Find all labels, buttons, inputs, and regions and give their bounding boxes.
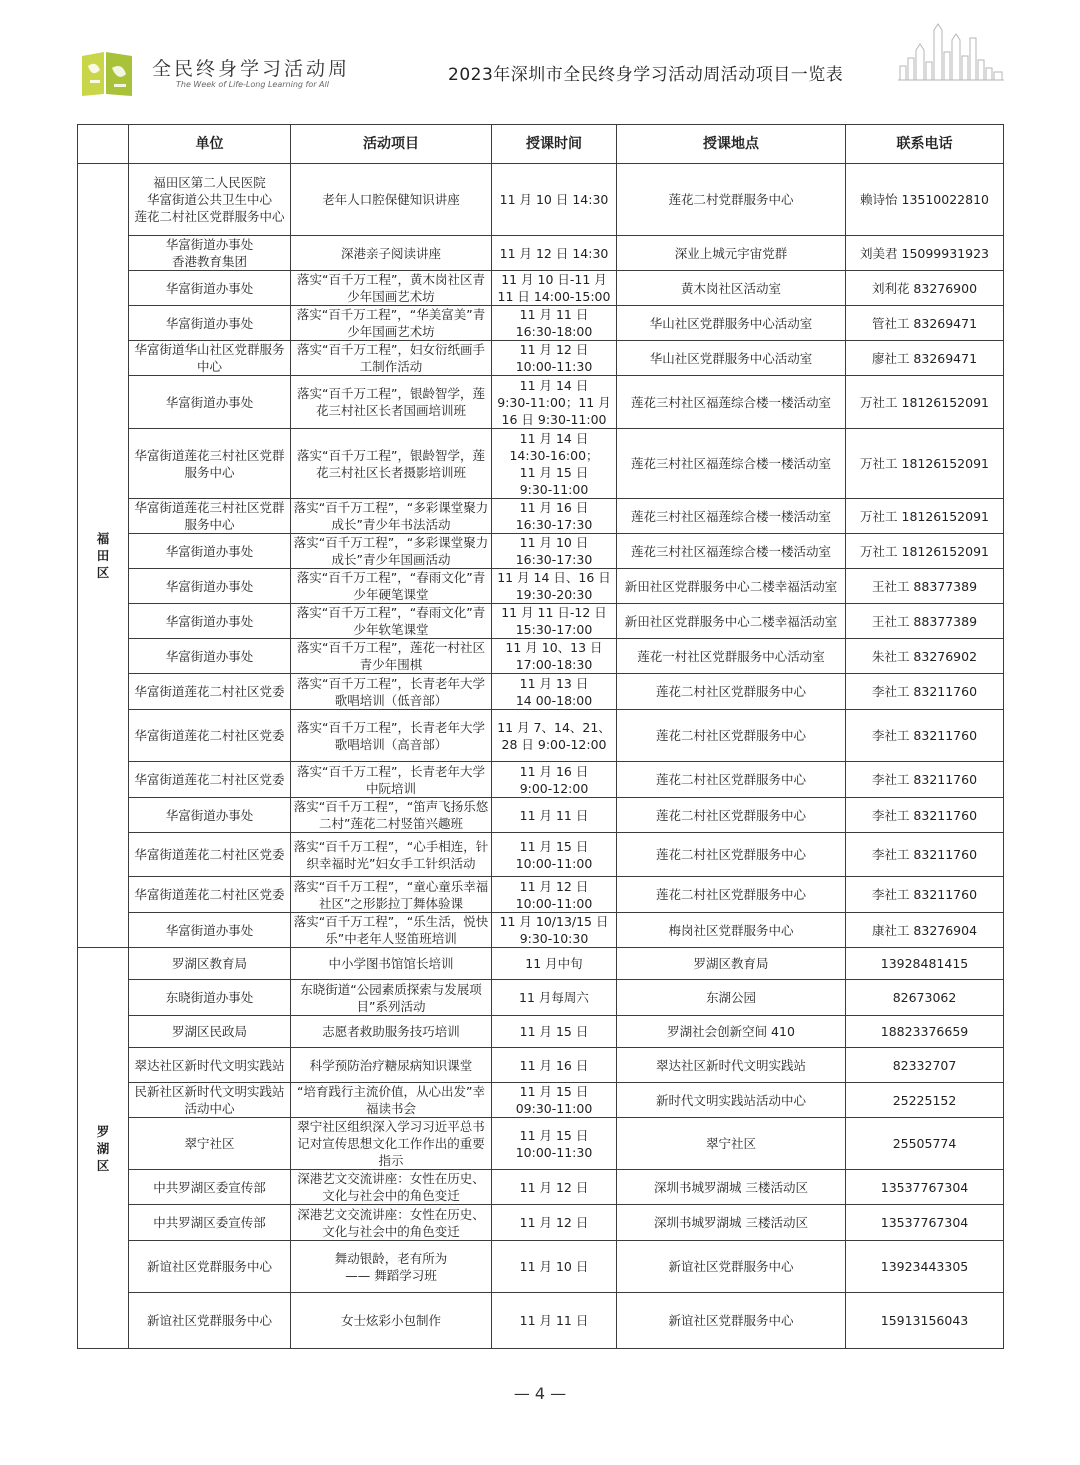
cell-activity: 中小学图书馆馆长培训 <box>291 948 492 980</box>
cell-time: 11 月 12 日 <box>492 1170 617 1205</box>
cell-place: 莲花三村社区福莲综合楼一楼活动室 <box>617 429 846 499</box>
cell-activity: 落实“百千万工程”，“华美富美”青少年国画艺术坊 <box>291 306 492 341</box>
cell-unit: 翠宁社区 <box>129 1118 291 1170</box>
cell-place: 莲花三村社区福莲综合楼一楼活动室 <box>617 376 846 429</box>
cell-unit: 华富街道华山社区党群服务中心 <box>129 341 291 376</box>
table-row <box>78 236 1004 271</box>
cell-unit: 华富街道办事处 <box>129 604 291 639</box>
table-header-row <box>78 125 1004 164</box>
cell-time: 11 月 16 日 16:30-17:30 <box>492 499 617 534</box>
cell-activity: 落实“百千万工程”，妇女衍纸画手工制作活动 <box>291 341 492 376</box>
cell-time: 11 月 12 日 <box>492 1205 617 1241</box>
cell-phone: 朱社工 83276902 <box>846 639 1004 674</box>
cell-place: 莲花二村社区党群服务中心 <box>617 674 846 710</box>
page-header <box>0 0 1080 110</box>
cell-place: 莲花二村社区党群服务中心 <box>617 710 846 762</box>
cell-phone: 康社工 83276904 <box>846 913 1004 948</box>
cell-activity: 东晓街道“公园素质探索与发展项目”系列活动 <box>291 980 492 1016</box>
column-header: 授课地点 <box>617 125 846 164</box>
cell-time: 11 月 16 日 9:00-12:00 <box>492 762 617 798</box>
cell-unit: 华富街道办事处 <box>129 639 291 674</box>
table-row <box>78 913 1004 948</box>
cell-unit: 罗湖区教育局 <box>129 948 291 980</box>
cell-unit: 华富街道办事处 <box>129 913 291 948</box>
cell-place: 莲花三村社区福莲综合楼一楼活动室 <box>617 499 846 534</box>
cell-activity: 志愿者救助服务技巧培训 <box>291 1016 492 1048</box>
cell-place: 莲花一村社区党群服务中心活动室 <box>617 639 846 674</box>
cell-unit: 华富街道莲花二村社区党委 <box>129 762 291 798</box>
table-row <box>78 1241 1004 1293</box>
cell-unit: 华富街道办事处 <box>129 306 291 341</box>
cell-phone: 刘美君 15099931923 <box>846 236 1004 271</box>
cell-time: 11 月 15 日 10:00-11:00 <box>492 833 617 877</box>
cell-place: 东湖公园 <box>617 980 846 1016</box>
cell-time: 11 月 7、14、21、28 日 9:00-12:00 <box>492 710 617 762</box>
cell-phone: 13537767304 <box>846 1170 1004 1205</box>
cell-time: 11 月 10、13 日 17:00-18:30 <box>492 639 617 674</box>
cell-phone: 李社工 83211760 <box>846 674 1004 710</box>
cell-place: 罗湖区教育局 <box>617 948 846 980</box>
cell-phone: 13923443305 <box>846 1241 1004 1293</box>
district-label: 罗 湖 区 <box>96 1123 110 1173</box>
table-row <box>78 164 1004 236</box>
table-row <box>78 980 1004 1016</box>
cell-activity: 落实“百千万工程”，长青老年大学中阮培训 <box>291 762 492 798</box>
cell-activity: 深港亲子阅读讲座 <box>291 236 492 271</box>
cell-activity: 女士炫彩小包制作 <box>291 1293 492 1349</box>
cell-phone: 赖诗怡 13510022810 <box>846 164 1004 236</box>
cell-unit: 中共罗湖区委宣传部 <box>129 1170 291 1205</box>
cell-unit: 华富街道莲花三村社区党群服务中心 <box>129 499 291 534</box>
cell-unit: 华富街道办事处 <box>129 569 291 604</box>
cell-time: 11 月 10 日 <box>492 1241 617 1293</box>
cell-time: 11 月中旬 <box>492 948 617 980</box>
cell-unit: 华富街道办事处 香港教育集团 <box>129 236 291 271</box>
table-row <box>78 271 1004 306</box>
cell-unit: 华富街道莲花二村社区党委 <box>129 877 291 913</box>
table-row <box>78 569 1004 604</box>
cell-activity: 落实“百千万工程”，“乐生活，悦快乐”中老年人竖笛班培训 <box>291 913 492 948</box>
table-row <box>78 1048 1004 1083</box>
cell-unit: 中共罗湖区委宣传部 <box>129 1205 291 1241</box>
cell-phone: 管社工 83269471 <box>846 306 1004 341</box>
cell-activity: 落实“百千万工程”，“心手相连，针织幸福时光”妇女手工针织活动 <box>291 833 492 877</box>
cell-activity: 落实“百千万工程”，长青老年大学歌唱培训（高音部） <box>291 710 492 762</box>
cell-place: 华山社区党群服务中心活动室 <box>617 341 846 376</box>
cell-unit: 华富街道莲花三村社区党群服务中心 <box>129 429 291 499</box>
table-row <box>78 376 1004 429</box>
column-header: 单位 <box>129 125 291 164</box>
cell-place: 罗湖社会创新空间 410 <box>617 1016 846 1048</box>
cell-unit: 华富街道办事处 <box>129 798 291 833</box>
cell-activity: 落实“百千万工程”，银龄智学，莲花三村社区长者国画培训班 <box>291 376 492 429</box>
cell-phone: 李社工 83211760 <box>846 762 1004 798</box>
cell-phone: 万社工 18126152091 <box>846 376 1004 429</box>
table-row <box>78 429 1004 499</box>
cell-place: 深圳书城罗湖城 三楼活动区 <box>617 1170 846 1205</box>
table-row <box>78 877 1004 913</box>
cell-time: 11 月 12 日 10:00-11:30 <box>492 341 617 376</box>
cell-activity: 落实“百千万工程”，黄木岗社区青少年国画艺术坊 <box>291 271 492 306</box>
district-cell <box>78 164 129 948</box>
table-row <box>78 1293 1004 1349</box>
cell-phone: 18823376659 <box>846 1016 1004 1048</box>
table-row <box>78 639 1004 674</box>
cell-activity: 老年人口腔保健知识讲座 <box>291 164 492 236</box>
cell-phone: 王社工 88377389 <box>846 604 1004 639</box>
cell-unit: 福田区第二人民医院 华富街道公共卫生中心 莲花二村社区党群服务中心 <box>129 164 291 236</box>
cell-place: 新田社区党群服务中心二楼幸福活动室 <box>617 604 846 639</box>
city-skyline-icon <box>898 22 1004 82</box>
cell-unit: 华富街道办事处 <box>129 271 291 306</box>
table-row <box>78 948 1004 980</box>
table-row <box>78 499 1004 534</box>
table-row <box>78 674 1004 710</box>
cell-phone: 万社工 18126152091 <box>846 429 1004 499</box>
column-header <box>78 125 129 164</box>
cell-place: 新时代文明实践站活动中心 <box>617 1083 846 1118</box>
cell-time: 11 月 10/13/15 日 9:30-10:30 <box>492 913 617 948</box>
cell-unit: 新谊社区党群服务中心 <box>129 1241 291 1293</box>
cell-time: 11 月 12 日 10:00-11:00 <box>492 877 617 913</box>
district-cell <box>78 948 129 1349</box>
cell-time: 11 月 12 日 14:30 <box>492 236 617 271</box>
cell-phone: 82332707 <box>846 1048 1004 1083</box>
cell-time: 11 月 14 日 9:30-11:00；11 月 16 日 9:30-11:00 <box>492 376 617 429</box>
cell-place: 翠达社区新时代文明实践站 <box>617 1048 846 1083</box>
cell-place: 翠宁社区 <box>617 1118 846 1170</box>
cell-time: 11 月 16 日 <box>492 1048 617 1083</box>
cell-activity: 落实“百千万工程”，“笛声飞扬乐悠二村”莲花二村竖笛兴趣班 <box>291 798 492 833</box>
column-header: 活动项目 <box>291 125 492 164</box>
cell-time: 11 月 11 日 16:30-18:00 <box>492 306 617 341</box>
cell-unit: 华富街道莲花二村社区党委 <box>129 674 291 710</box>
cell-activity: 落实“百千万工程”，“春雨文化”青少年硬笔课堂 <box>291 569 492 604</box>
cell-time: 11 月 10 日 14:30 <box>492 164 617 236</box>
cell-time: 11 月 10 日 16:30-17:30 <box>492 534 617 569</box>
table-row <box>78 1170 1004 1205</box>
cell-activity: 深港艺文交流讲座：女性在历史、文化与社会中的角色变迁 <box>291 1170 492 1205</box>
cell-time: 11 月 15 日 <box>492 1016 617 1048</box>
cell-place: 深圳书城罗湖城 三楼活动区 <box>617 1205 846 1241</box>
cell-phone: 李社工 83211760 <box>846 877 1004 913</box>
cell-place: 莲花二村社区党群服务中心 <box>617 762 846 798</box>
cell-phone: 李社工 83211760 <box>846 798 1004 833</box>
logo-text: 全民终身学习活动周 <box>152 58 351 80</box>
logo-subtitle: The Week of Life-Long Learning for All <box>176 80 329 89</box>
cell-place: 莲花二村社区党群服务中心 <box>617 877 846 913</box>
cell-activity: 落实“百千万工程”，“童心童乐幸福社区”之形影拉丁舞体验课 <box>291 877 492 913</box>
cell-phone: 廖社工 83269471 <box>846 341 1004 376</box>
table-row <box>78 762 1004 798</box>
cell-unit: 华富街道办事处 <box>129 376 291 429</box>
cell-place: 新田社区党群服务中心二楼幸福活动室 <box>617 569 846 604</box>
table-row <box>78 306 1004 341</box>
activity-table <box>77 124 1004 1349</box>
cell-phone: 万社工 18126152091 <box>846 499 1004 534</box>
cell-unit: 华富街道莲花二村社区党委 <box>129 833 291 877</box>
table-row <box>78 1118 1004 1170</box>
cell-phone: 13537767304 <box>846 1205 1004 1241</box>
cell-time: 11 月 11 日 <box>492 798 617 833</box>
cell-activity: 科学预防治疗糖尿病知识课堂 <box>291 1048 492 1083</box>
cell-place: 莲花二村党群服务中心 <box>617 164 846 236</box>
table-row <box>78 798 1004 833</box>
document-title: 2023年深圳市全民终身学习活动周活动项目一览表 <box>448 65 844 85</box>
cell-phone: 刘利花 83276900 <box>846 271 1004 306</box>
cell-place: 莲花二村社区党群服务中心 <box>617 798 846 833</box>
cell-activity: 舞动银龄，老有所为 —— 舞蹈学习班 <box>291 1241 492 1293</box>
lifelong-learning-logo-icon <box>78 48 136 100</box>
table-row <box>78 1205 1004 1241</box>
cell-place: 新谊社区党群服务中心 <box>617 1241 846 1293</box>
column-header: 授课时间 <box>492 125 617 164</box>
cell-phone: 25225152 <box>846 1083 1004 1118</box>
table-row <box>78 604 1004 639</box>
cell-time: 11 月 11 日 <box>492 1293 617 1349</box>
cell-unit: 华富街道办事处 <box>129 534 291 569</box>
table-body <box>78 164 1004 1349</box>
table-row <box>78 1083 1004 1118</box>
cell-activity: 落实“百千万工程”，莲花一村社区青少年围棋 <box>291 639 492 674</box>
page-number: — 4 — <box>513 1384 567 1403</box>
cell-phone: 25505774 <box>846 1118 1004 1170</box>
cell-unit: 华富街道莲花二村社区党委 <box>129 710 291 762</box>
cell-place: 深业上城元宇宙党群 <box>617 236 846 271</box>
cell-time: 11 月 13 日 14 00-18:00 <box>492 674 617 710</box>
cell-phone: 万社工 18126152091 <box>846 534 1004 569</box>
cell-time: 11 月 10 日-11 月 11 日 14:00-15:00 <box>492 271 617 306</box>
cell-activity: “培育践行主流价值，从心出发”幸福读书会 <box>291 1083 492 1118</box>
cell-place: 新谊社区党群服务中心 <box>617 1293 846 1349</box>
cell-phone: 15913156043 <box>846 1293 1004 1349</box>
table-row <box>78 710 1004 762</box>
column-header: 联系电话 <box>846 125 1004 164</box>
cell-phone: 82673062 <box>846 980 1004 1016</box>
cell-phone: 王社工 88377389 <box>846 569 1004 604</box>
cell-unit: 民新社区新时代文明实践站活动中心 <box>129 1083 291 1118</box>
cell-activity: 落实“百千万工程”，银龄智学，莲花三村社区长者摄影培训班 <box>291 429 492 499</box>
table-row <box>78 534 1004 569</box>
cell-activity: 落实“百千万工程”，“春雨文化”青少年软笔课堂 <box>291 604 492 639</box>
cell-unit: 东晓街道办事处 <box>129 980 291 1016</box>
cell-time: 11 月 15 日 09:30-11:00 <box>492 1083 617 1118</box>
cell-place: 黄木岗社区活动室 <box>617 271 846 306</box>
cell-time: 11 月 14 日、16 日 19:30-20:30 <box>492 569 617 604</box>
cell-phone: 李社工 83211760 <box>846 710 1004 762</box>
cell-unit: 新谊社区党群服务中心 <box>129 1293 291 1349</box>
cell-unit: 翠达社区新时代文明实践站 <box>129 1048 291 1083</box>
cell-time: 11 月每周六 <box>492 980 617 1016</box>
table-row <box>78 833 1004 877</box>
cell-place: 华山社区党群服务中心活动室 <box>617 306 846 341</box>
cell-activity: 翠宁社区组织深入学习习近平总书记对宣传思想文化工作作出的重要指示 <box>291 1118 492 1170</box>
cell-phone: 13928481415 <box>846 948 1004 980</box>
cell-unit: 罗湖区民政局 <box>129 1016 291 1048</box>
district-label: 福 田 区 <box>96 531 110 580</box>
cell-activity: 落实“百千万工程”，“多彩课堂聚力成长”青少年国画活动 <box>291 534 492 569</box>
cell-place: 莲花三村社区福莲综合楼一楼活动室 <box>617 534 846 569</box>
cell-phone: 李社工 83211760 <box>846 833 1004 877</box>
cell-activity: 深港艺文交流讲座：女性在历史、文化与社会中的角色变迁 <box>291 1205 492 1241</box>
cell-time: 11 月 15 日 10:00-11:30 <box>492 1118 617 1170</box>
cell-place: 莲花二村社区党群服务中心 <box>617 833 846 877</box>
table-row <box>78 1016 1004 1048</box>
cell-place: 梅岗社区党群服务中心 <box>617 913 846 948</box>
cell-activity: 落实“百千万工程”，长青老年大学歌唱培训（低音部） <box>291 674 492 710</box>
cell-activity: 落实“百千万工程”，“多彩课堂聚力成长”青少年书法活动 <box>291 499 492 534</box>
cell-time: 11 月 14 日 14:30-16:00； 11 月 15 日 9:30-11:00 <box>492 429 617 499</box>
cell-time: 11 月 11 日-12 日 15:30-17:00 <box>492 604 617 639</box>
table-row <box>78 341 1004 376</box>
